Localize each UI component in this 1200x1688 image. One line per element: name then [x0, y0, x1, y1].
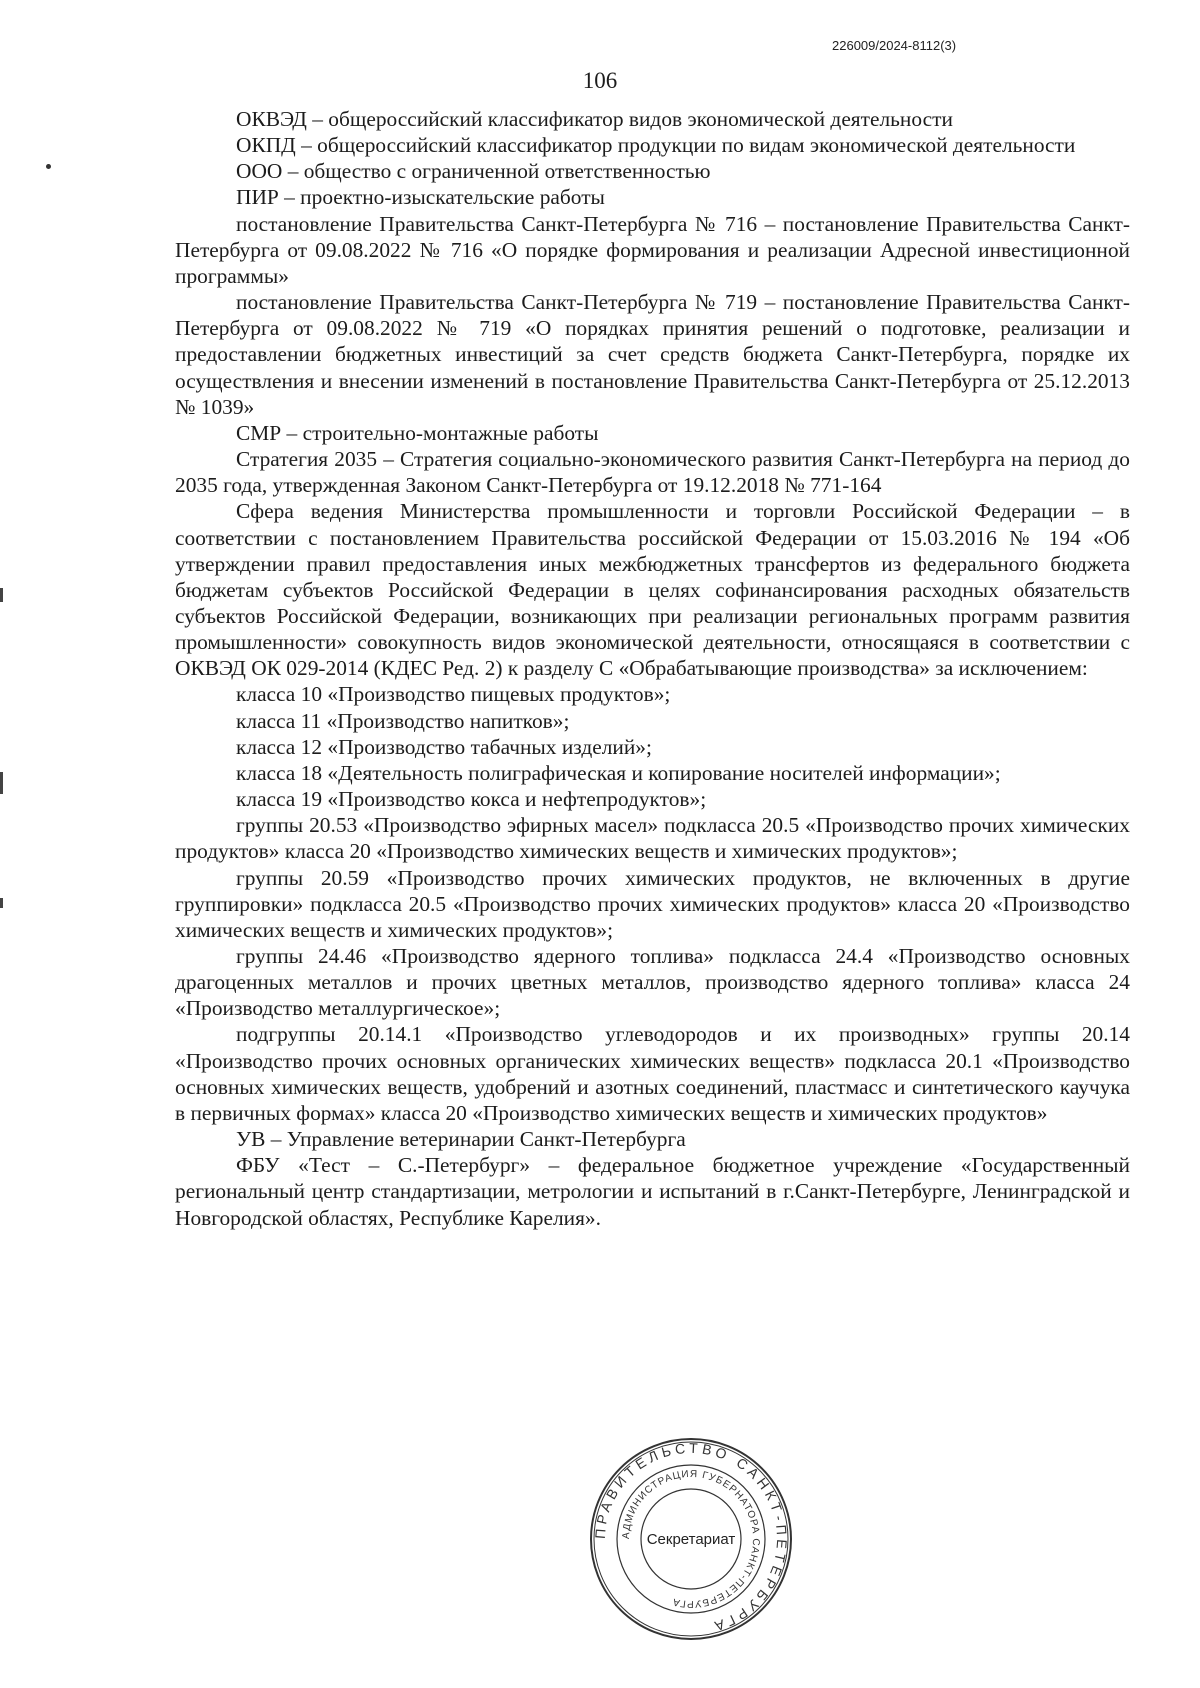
exclusion-item: группы 20.53 «Производство эфирных масел» подкласса 20.5 «Производство прочих химических продуктов» класса 20 «Производство химических веществ и химических продуктов»; [175, 813, 1130, 864]
paragraph-pir: ПИР – проектно-изыскательские работы [236, 185, 605, 210]
paragraph-ooo: ООО – общество с ограниченной ответственностью [236, 159, 711, 184]
exclusion-item: класса 19 «Производство кокса и нефтепродуктов»; [236, 787, 707, 812]
paragraph-fbu: ФБУ «Тест – С.-Петербург» – федеральное бюджетное учреждение «Государственный региональный центр стандартизации, метрологии и испытаний в г.Санкт-Петербурге, Ленинградской и Новгородской областях, Республике Карелия». [175, 1153, 1130, 1230]
stamp-outer-text: ПРАВИТЕЛЬСТВО САНКТ-ПЕТЕРБУРГА [591, 1439, 791, 1636]
paragraph-strategy-2035: Стратегия 2035 – Стратегия социально-экономического развития Санкт-Петербурга на период до 2035 года, утвержденная Законом Санкт-Петербурга от 19.12.2018 № 771-164 [175, 447, 1130, 498]
document-id: 226009/2024-8112(3) [832, 38, 957, 53]
exclusion-item: группы 24.46 «Производство ядерного топлива» подкласса 24.4 «Производство основных драгоценных металлов и прочих цветных металлов, производство ядерного топлива» класса 24 «Производство металлургическое»; [175, 944, 1130, 1021]
paragraph-uv: УВ – Управление ветеринарии Санкт-Петербурга [236, 1127, 686, 1152]
exclusion-item: класса 10 «Производство пищевых продуктов»; [236, 682, 671, 707]
margin-mark [0, 898, 3, 908]
paragraph-smr: СМР – строительно-монтажные работы [236, 420, 599, 445]
exclusion-item: класса 11 «Производство напитков»; [236, 708, 570, 733]
margin-dot [46, 164, 51, 169]
stamp-inner-text: АДМИНИСТРАЦИЯ ГУБЕРНАТОРА САНКТ-ПЕТЕРБУРГА [620, 1468, 762, 1610]
exclusion-item: подгруппы 20.14.1 «Производство углеводородов и их производных» группы 20.14 «Производство прочих основных органических химических веществ» подкласса 20.1 «Производство основных химических веществ, удобрений и азотных соединений, пластмасс и синтетического каучука в первичных формах» класса 20 «Производство химических веществ и химических продуктов» [175, 1022, 1130, 1125]
stamp-center-label: Секретариат [646, 1531, 736, 1548]
paragraph-okved: ОКВЭД – общероссийский классификатор видов экономической деятельности [236, 107, 953, 131]
exclusion-item: группы 20.59 «Производство прочих химических продуктов, не включенных в другие группировки» подкласса 20.5 «Производство прочих химических продуктов» класса 20 «Производство химических веществ и химических продуктов»; [175, 865, 1130, 942]
exclusion-item: класса 18 «Деятельность полиграфическая и копирование носителей информации»; [236, 760, 1001, 785]
margin-mark [0, 588, 3, 602]
paragraph-ministry-sphere: Сфера ведения Министерства промышленности и торговли Российской Федерации – в соответствии с постановлением Правительства российской Федерации от 15.03.2016 № 194 «Об утверждении правил предоставления иных межбюджетных трансфертов из федерального бюджета бюджетам субъектов Российской Федерации в целях софинансирования расходных обязательств субъектов Российской Федерации, возникающих при реализации региональных программ развития промышленности» совокупность видов экономической деятельности, относящаяся в соответствии с ОКВЭД ОК 029-2014 (КДЕС Ред. 2) к разделу С «Обрабатывающие производства» за исключением: [175, 499, 1130, 681]
margin-mark [0, 772, 3, 794]
exclusion-item: класса 12 «Производство табачных изделий»; [236, 734, 652, 759]
paragraph-resolution-719: постановление Правительства Санкт-Петербурга № 719 – постановление Правительства Санкт-Петербурга от 09.08.2022 № 719 «О порядках принятия решений о подготовке, реализации и предоставлении бюджетных инвестиций за счет средств бюджета Санкт-Петербурга, порядке их осуществления и внесении изменений в постановление Правительства Санкт-Петербурга от 25.12.2013 № 1039» [175, 290, 1130, 419]
paragraph-okpd: ОКПД – общероссийский классификатор продукции по видам экономической деятельности [236, 133, 1076, 158]
paragraph-resolution-716: постановление Правительства Санкт-Петербурга № 716 – постановление Правительства Санкт-Петербурга от 09.08.2022 № 716 «О порядке формирования и реализации Адресной инвестиционной программы» [175, 211, 1130, 288]
document-body [175, 106, 1130, 1231]
official-stamp [588, 1436, 794, 1642]
page-number: 106 [582, 68, 618, 93]
